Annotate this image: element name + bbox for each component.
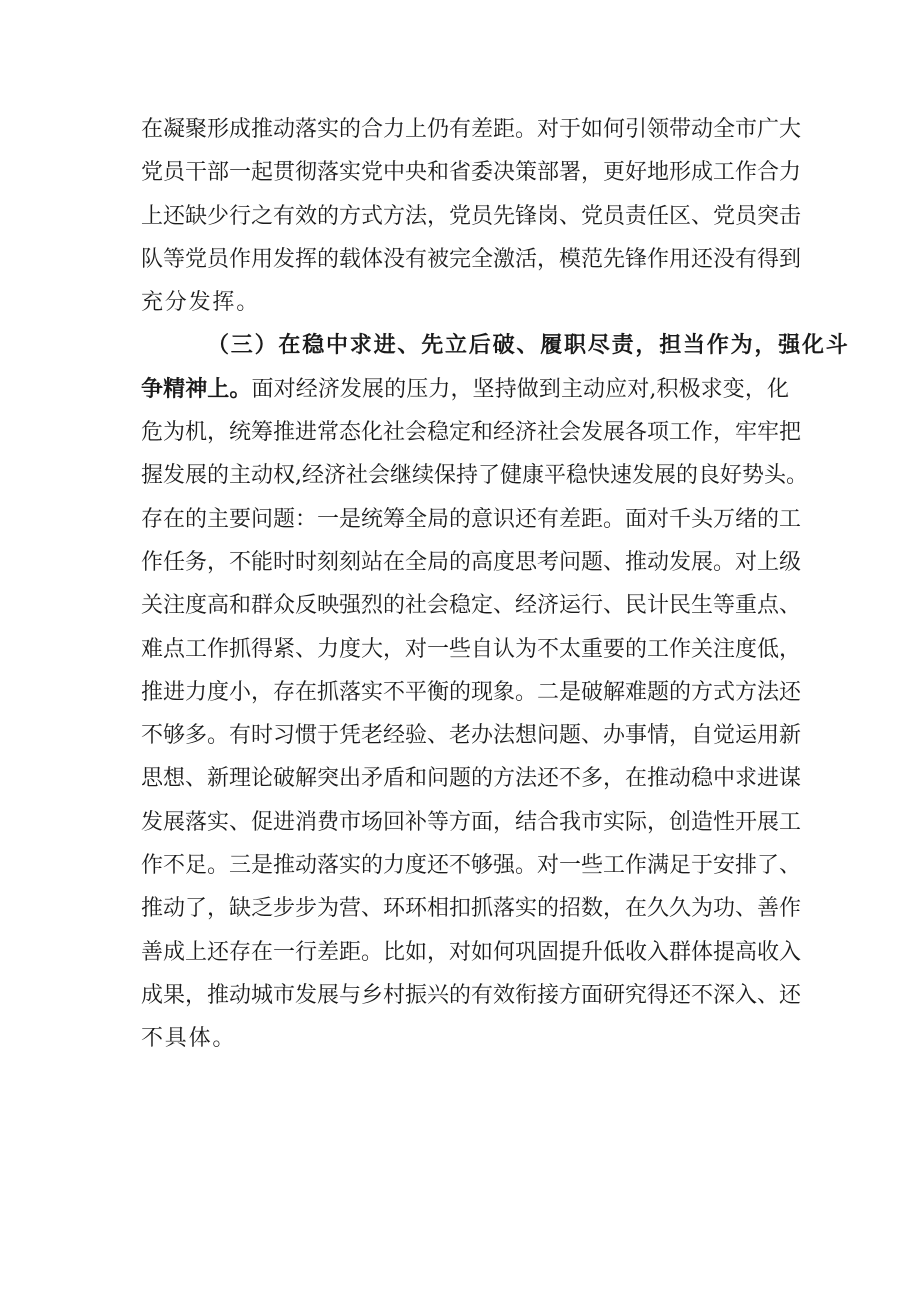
paragraph-line: 充分发挥。	[141, 290, 261, 316]
paragraph-line: 发展落实、促进消费市场回补等方面，结合我市实际，创造性开展工	[141, 809, 802, 835]
paragraph-line: 危为机，统筹推进常态化社会稳定和经济社会发展各项工作，牢牢把	[141, 420, 802, 446]
paragraph-line: 握发展的主动权,经济社会继续保持了健康平稳快速发展的良好势头。	[141, 463, 808, 489]
paragraph-line: 队等党员作用发挥的载体没有被完全激活，模范先锋作用还没有得到	[141, 246, 802, 272]
paragraph-line: 不具体。	[141, 1026, 237, 1052]
paragraph-text: 面对经济发展的压力，坚持做到主动应对,积极求变，化	[251, 376, 789, 402]
section-heading-continuation	[141, 368, 789, 411]
paragraph-line: 推动了，缺乏步步为营、环环相扣抓落实的招数，在久久为功、善作	[141, 896, 802, 922]
paragraph-line: 不够多。有时习惯于凭老经验、老办法想问题、办事情，自觉运用新	[141, 723, 802, 749]
paragraph-line: 推进力度小，存在抓落实不平衡的现象。二是破解难题的方式方法还	[141, 679, 802, 705]
document-body	[141, 108, 850, 1061]
section-heading: （三）在稳中求进、先立后破、履职尽责，担当作为，强化斗	[207, 332, 850, 359]
paragraph-line: 党员干部一起贯彻落实党中央和省委决策部署，更好地形成工作合力	[141, 160, 802, 186]
paragraph-line: 上还缺少行之有效的方式方法，党员先锋岗、党员责任区、党员突击	[141, 203, 802, 229]
paragraph-line: 难点工作抓得紧、力度大，对一些自认为不太重要的工作关注度低，	[141, 636, 802, 662]
paragraph-line: 作任务，不能时时刻刻站在全局的高度思考问题、推动发展。对上级	[141, 549, 802, 575]
paragraph-line: 善成上还存在一行差距。比如，对如何巩固提升低收入群体提高收入	[141, 939, 802, 965]
section-heading-tail: 争精神上。	[141, 375, 252, 402]
paragraph-line: 关注度高和群众反映强烈的社会稳定、经济运行、民计民生等重点、	[141, 593, 802, 619]
paragraph-line: 在凝聚形成推动落实的合力上仍有差距。对于如何引领带动全市广大	[141, 117, 802, 142]
paragraph-line: 成果，推动城市发展与乡村振兴的有效衔接方面研究得还不深入、还	[141, 982, 802, 1008]
paragraph-line: 存在的主要问题：一是统筹全局的意识还有差距。面对千头万绪的工	[141, 506, 802, 532]
paragraph-line: 思想、新理论破解突出矛盾和问题的方法还不多，在推动稳中求进谋	[141, 766, 802, 792]
paragraph-line: 作不足。三是推动落实的力度还不够强。对一些工作满足于安排了、	[141, 853, 802, 879]
